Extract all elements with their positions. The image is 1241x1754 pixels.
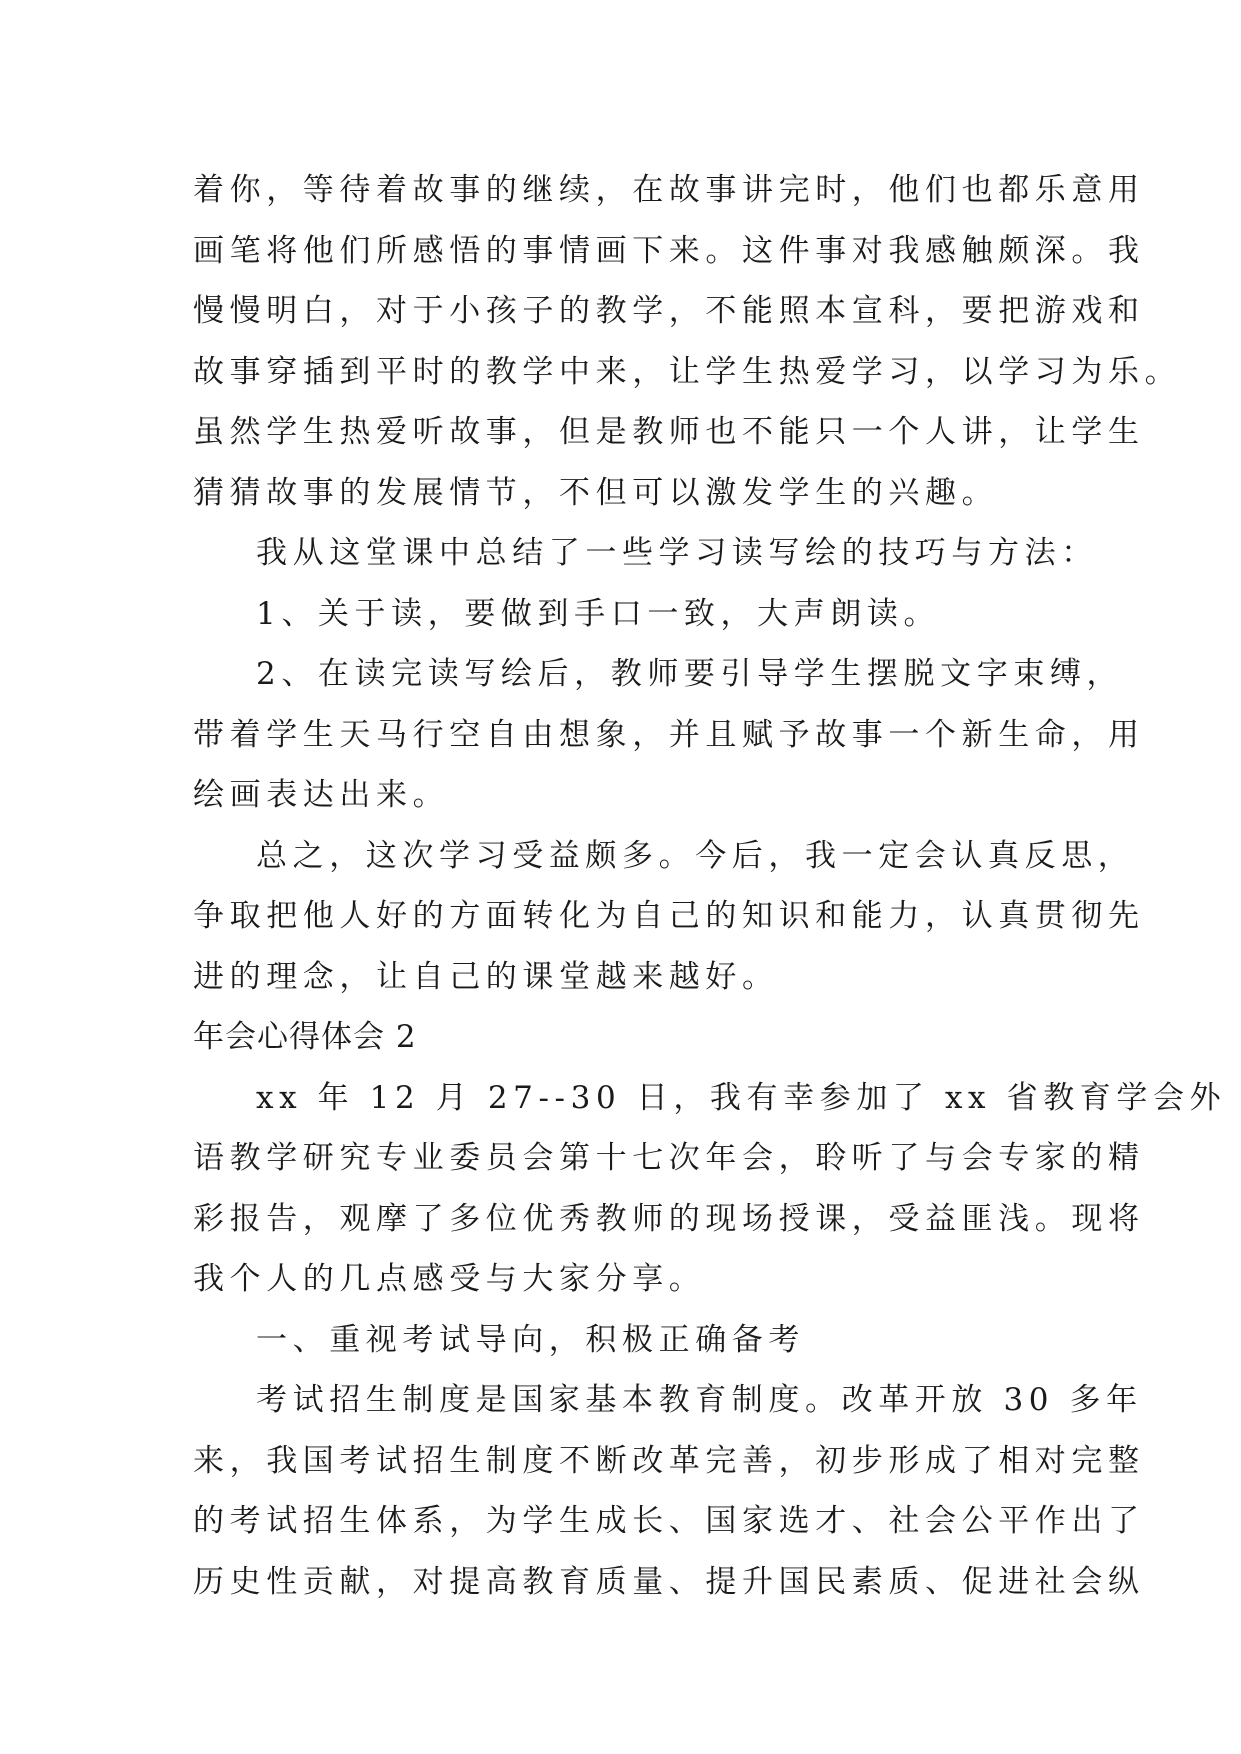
- text-line: 总之，这次学习受益颇多。今后，我一定会认真反思，: [256, 837, 1135, 874]
- text-line: 进的理念，让自己的课堂越来越好。: [193, 958, 779, 995]
- text-line: 来，我国考试招生制度不断改革完善，初步形成了相对完整: [193, 1442, 1145, 1479]
- list-item-1: 1、关于读，要做到手口一致，大声朗读。: [256, 595, 941, 632]
- text-line: 猜猜故事的发展情节，不但可以激发学生的兴趣。: [193, 474, 999, 511]
- section-heading: 年会心得体会 2: [193, 1019, 417, 1055]
- text-line: 争取把他人好的方面转化为自己的知识和能力，认真贯彻先: [193, 898, 1145, 934]
- text-line: 着你，等待着故事的继续，在故事讲完时，他们也都乐意用: [193, 172, 1145, 208]
- text-line: 我个人的几点感受与大家分享。: [193, 1261, 706, 1297]
- text-line: 慢慢明白，对于小孩子的教学，不能照本宣科，要把游戏和: [193, 293, 1145, 329]
- text-line: 历史性贡献，对提高教育质量、提升国民素质、促进社会纵: [193, 1563, 1145, 1600]
- text-line: 画笔将他们所感悟的事情画下来。这件事对我感触颇深。我: [193, 232, 1145, 269]
- text-line: 彩报告，观摩了多位优秀教师的现场授课，受益匪浅。现将: [193, 1200, 1145, 1237]
- text-line: 语教学研究专业委员会第十七次年会，聆听了与会专家的精: [193, 1140, 1145, 1176]
- text-line: 我从这堂课中总结了一些学习读写绘的技巧与方法：: [256, 535, 1098, 571]
- text-line: 绘画表达出来。: [193, 777, 450, 813]
- text-line: 故事穿插到平时的教学中来，让学生热爱学习，以学习为乐。: [193, 353, 1182, 390]
- text-line: 考试招生制度是国家基本教育制度。改革开放 30 多年: [256, 1382, 1143, 1418]
- list-item-2: 2、在读完读写绘后，教师要引导学生摆脱文字束缚，: [256, 656, 1124, 692]
- body-text: [193, 160, 1227, 1612]
- text-line: 带着学生天马行空自由想象，并且赋予故事一个新生命，用: [193, 716, 1145, 753]
- text-line: xx 年 12 月 27--30 日，我有幸参加了 xx 省教育学会外: [256, 1079, 1227, 1116]
- subheading: 一、重视考试导向，积极正确备考: [256, 1321, 805, 1358]
- text-line: 虽然学生热爱听故事，但是教师也不能只一个人讲，让学生: [193, 414, 1145, 450]
- text-line: 的考试招生体系，为学生成长、国家选才、社会公平作出了: [193, 1503, 1145, 1539]
